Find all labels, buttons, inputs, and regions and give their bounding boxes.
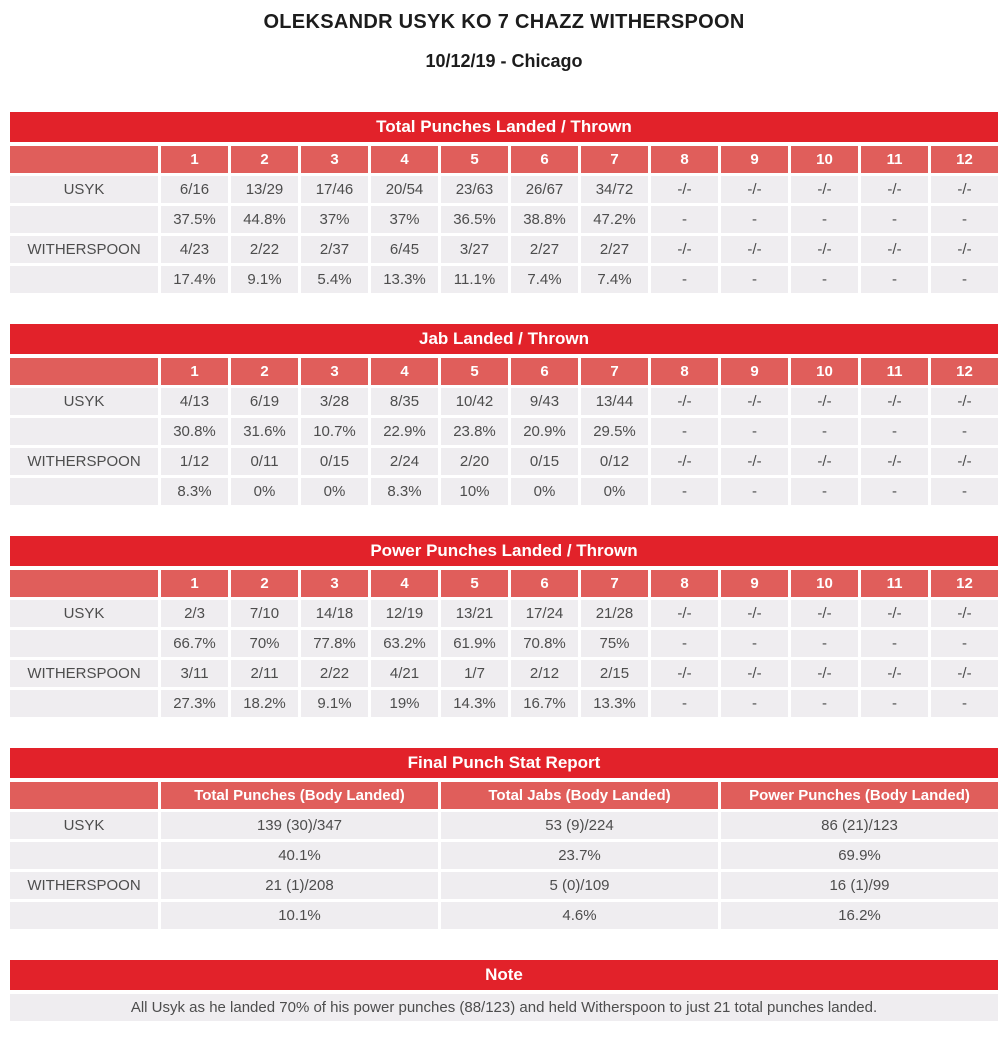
stat-cell: 7/10 [231, 600, 298, 627]
stat-cell: -/- [791, 388, 858, 415]
stat-cell: 18.2% [231, 690, 298, 717]
fighter-name-cell [10, 478, 158, 505]
stat-cell: 31.6% [231, 418, 298, 445]
table-grid [10, 570, 998, 717]
stat-cell: - [651, 690, 718, 717]
table-grid [10, 146, 998, 293]
round-header-cell: 8 [651, 146, 718, 173]
stat-cell: 21 (1)/208 [161, 872, 438, 899]
stat-cell: - [721, 478, 788, 505]
round-header-cell: 7 [581, 358, 648, 385]
stat-cell: - [721, 206, 788, 233]
stat-cell: 66.7% [161, 630, 228, 657]
stat-cell: 2/20 [441, 448, 508, 475]
round-header-cell: 4 [371, 358, 438, 385]
stat-cell: 8.3% [371, 478, 438, 505]
round-table [10, 536, 998, 717]
stat-cell: -/- [651, 600, 718, 627]
round-header-cell: 12 [931, 570, 998, 597]
stat-cell: 19% [371, 690, 438, 717]
stat-cell: - [721, 630, 788, 657]
stat-cell: 2/37 [301, 236, 368, 263]
round-header-cell: 11 [861, 358, 928, 385]
fight-title: OLEKSANDR USYK KO 7 CHAZZ WITHERSPOON [263, 11, 745, 33]
stat-cell: -/- [861, 236, 928, 263]
stat-cell: 70.8% [511, 630, 578, 657]
stat-cell: - [651, 630, 718, 657]
stat-cell: -/- [931, 448, 998, 475]
round-header-cell: 3 [301, 146, 368, 173]
stat-cell: 17/24 [511, 600, 578, 627]
corner-cell [10, 146, 158, 173]
stat-cell: 86 (21)/123 [721, 812, 998, 839]
stat-cell: -/- [651, 388, 718, 415]
round-header-cell: 5 [441, 358, 508, 385]
report-header [0, 0, 1008, 72]
stat-cell: 70% [231, 630, 298, 657]
round-tables-container [0, 112, 1008, 717]
stat-cell: 63.2% [371, 630, 438, 657]
stat-cell: 4.6% [441, 902, 718, 929]
stat-cell: -/- [651, 236, 718, 263]
stat-cell: 16 (1)/99 [721, 872, 998, 899]
fighter-name-cell: USYK [10, 176, 158, 203]
stat-cell: 2/3 [161, 600, 228, 627]
stat-cell: 10% [441, 478, 508, 505]
stat-cell: 29.5% [581, 418, 648, 445]
stat-cell: 38.8% [511, 206, 578, 233]
stat-cell: -/- [721, 448, 788, 475]
stat-cell: 21/28 [581, 600, 648, 627]
stat-cell: 23/63 [441, 176, 508, 203]
round-header-cell: 8 [651, 358, 718, 385]
stat-cell: - [861, 630, 928, 657]
stat-cell: 14.3% [441, 690, 508, 717]
round-header-cell: 9 [721, 358, 788, 385]
round-header-cell: 4 [371, 146, 438, 173]
stat-cell: - [861, 206, 928, 233]
round-header-cell: 5 [441, 146, 508, 173]
stat-cell: 2/12 [511, 660, 578, 687]
round-header-cell: 6 [511, 358, 578, 385]
stat-cell: 6/19 [231, 388, 298, 415]
final-table [10, 748, 998, 929]
round-header-cell: 9 [721, 570, 788, 597]
stat-cell: 9/43 [511, 388, 578, 415]
stat-cell: 11.1% [441, 266, 508, 293]
column-header-cell: Total Jabs (Body Landed) [441, 782, 718, 809]
round-header-cell: 6 [511, 146, 578, 173]
corner-cell [10, 358, 158, 385]
stat-cell: 13/29 [231, 176, 298, 203]
stat-cell: 13.3% [581, 690, 648, 717]
stat-cell: -/- [721, 176, 788, 203]
fighter-name-cell: USYK [10, 600, 158, 627]
stat-cell: - [931, 630, 998, 657]
fighter-name-cell [10, 266, 158, 293]
stat-cell: 40.1% [161, 842, 438, 869]
stat-cell: 20.9% [511, 418, 578, 445]
stat-cell: - [861, 478, 928, 505]
round-header-cell: 10 [791, 570, 858, 597]
round-table [10, 324, 998, 505]
stat-cell: 0% [231, 478, 298, 505]
stat-cell: 2/24 [371, 448, 438, 475]
round-header-cell: 2 [231, 146, 298, 173]
stat-cell: - [861, 266, 928, 293]
round-header-cell: 7 [581, 146, 648, 173]
stat-cell: -/- [931, 176, 998, 203]
stat-cell: - [931, 266, 998, 293]
stat-cell: 12/19 [371, 600, 438, 627]
stat-cell: 0/11 [231, 448, 298, 475]
fighter-name-cell: WITHERSPOON [10, 236, 158, 263]
stat-cell: -/- [721, 600, 788, 627]
round-header-cell: 5 [441, 570, 508, 597]
note-section [10, 960, 998, 1021]
stat-cell: - [651, 206, 718, 233]
stat-cell: -/- [651, 176, 718, 203]
round-header-cell: 2 [231, 358, 298, 385]
stat-cell: 37% [301, 206, 368, 233]
stat-cell: 14/18 [301, 600, 368, 627]
stat-cell: -/- [791, 448, 858, 475]
stat-cell: 0/15 [511, 448, 578, 475]
fighter-name-cell [10, 418, 158, 445]
stat-cell: -/- [931, 660, 998, 687]
note-title: Note [10, 960, 998, 990]
stat-cell: -/- [861, 176, 928, 203]
stat-cell: -/- [651, 660, 718, 687]
stat-cell: -/- [861, 600, 928, 627]
table-title: Total Punches Landed / Thrown [10, 112, 998, 142]
stat-cell: 4/23 [161, 236, 228, 263]
stat-cell: 8/35 [371, 388, 438, 415]
stat-cell: -/- [791, 660, 858, 687]
stat-cell: 37.5% [161, 206, 228, 233]
stat-cell: 22.9% [371, 418, 438, 445]
stat-cell: 3/28 [301, 388, 368, 415]
note-text: All Usyk as he landed 70% of his power punches (88/123) and held Witherspoon to just 21 total punches landed. [10, 994, 998, 1021]
stat-cell: 53 (9)/224 [441, 812, 718, 839]
stat-cell: 30.8% [161, 418, 228, 445]
stat-cell: 0% [301, 478, 368, 505]
round-header-cell: 10 [791, 146, 858, 173]
stat-cell: 34/72 [581, 176, 648, 203]
round-header-cell: 10 [791, 358, 858, 385]
stat-cell: - [791, 478, 858, 505]
stat-cell: 139 (30)/347 [161, 812, 438, 839]
round-header-cell: 3 [301, 358, 368, 385]
stat-cell: - [721, 266, 788, 293]
corner-cell [10, 570, 158, 597]
stat-cell: -/- [791, 176, 858, 203]
stat-cell: 2/11 [231, 660, 298, 687]
stat-cell: - [721, 418, 788, 445]
stat-cell: - [791, 630, 858, 657]
fight-date-location: 10/12/19 - Chicago [425, 51, 583, 71]
stat-cell: 36.5% [441, 206, 508, 233]
stat-cell: 10.7% [301, 418, 368, 445]
stat-cell: - [791, 418, 858, 445]
table-grid [10, 358, 998, 505]
stat-cell: -/- [861, 660, 928, 687]
stat-cell: 6/45 [371, 236, 438, 263]
stat-cell: -/- [721, 236, 788, 263]
table-grid [10, 782, 998, 929]
stat-cell: 5.4% [301, 266, 368, 293]
stat-cell: 6/16 [161, 176, 228, 203]
stat-cell: -/- [931, 236, 998, 263]
stat-cell: 20/54 [371, 176, 438, 203]
fighter-name-cell: WITHERSPOON [10, 660, 158, 687]
stat-cell: 23.8% [441, 418, 508, 445]
stat-cell: - [931, 478, 998, 505]
final-stat-table-container [0, 748, 1008, 929]
fighter-name-cell: WITHERSPOON [10, 448, 158, 475]
stat-cell: 3/11 [161, 660, 228, 687]
stat-cell: -/- [721, 660, 788, 687]
stat-cell: - [931, 206, 998, 233]
stat-cell: 2/22 [301, 660, 368, 687]
round-header-cell: 11 [861, 146, 928, 173]
round-table [10, 112, 998, 293]
stat-cell: - [791, 206, 858, 233]
stat-cell: 9.1% [301, 690, 368, 717]
fighter-name-cell: USYK [10, 812, 158, 839]
fighter-name-cell: WITHERSPOON [10, 872, 158, 899]
round-header-cell: 7 [581, 570, 648, 597]
table-title: Final Punch Stat Report [10, 748, 998, 778]
stat-cell: 17/46 [301, 176, 368, 203]
round-header-cell: 12 [931, 358, 998, 385]
stat-cell: - [861, 418, 928, 445]
stat-cell: 5 (0)/109 [441, 872, 718, 899]
fighter-name-cell [10, 690, 158, 717]
stat-cell: 69.9% [721, 842, 998, 869]
round-header-cell: 12 [931, 146, 998, 173]
round-header-cell: 1 [161, 570, 228, 597]
stat-cell: 16.2% [721, 902, 998, 929]
stat-cell: 0/12 [581, 448, 648, 475]
stat-cell: 44.8% [231, 206, 298, 233]
stat-cell: -/- [931, 388, 998, 415]
stat-cell: 2/27 [511, 236, 578, 263]
fighter-name-cell [10, 902, 158, 929]
stat-cell: - [791, 266, 858, 293]
stat-cell: 17.4% [161, 266, 228, 293]
stat-cell: - [721, 690, 788, 717]
stat-cell: 13/21 [441, 600, 508, 627]
stat-cell: - [931, 418, 998, 445]
stat-cell: - [931, 690, 998, 717]
round-header-cell: 1 [161, 146, 228, 173]
stat-cell: 0/15 [301, 448, 368, 475]
round-header-cell: 6 [511, 570, 578, 597]
fighter-name-cell [10, 630, 158, 657]
stat-cell: 0% [511, 478, 578, 505]
stat-cell: 75% [581, 630, 648, 657]
column-header-cell: Total Punches (Body Landed) [161, 782, 438, 809]
round-header-cell: 4 [371, 570, 438, 597]
round-header-cell: 1 [161, 358, 228, 385]
stat-cell: -/- [931, 600, 998, 627]
fighter-name-cell [10, 842, 158, 869]
stat-cell: 26/67 [511, 176, 578, 203]
stat-cell: - [651, 266, 718, 293]
stat-cell: 1/12 [161, 448, 228, 475]
round-header-cell: 8 [651, 570, 718, 597]
stat-cell: -/- [651, 448, 718, 475]
stat-cell: 23.7% [441, 842, 718, 869]
stat-cell: -/- [861, 388, 928, 415]
stat-cell: 0% [581, 478, 648, 505]
stat-cell: 4/13 [161, 388, 228, 415]
stat-cell: 16.7% [511, 690, 578, 717]
stat-cell: 9.1% [231, 266, 298, 293]
stat-cell: 10/42 [441, 388, 508, 415]
stat-cell: 13.3% [371, 266, 438, 293]
stat-cell: 13/44 [581, 388, 648, 415]
stat-cell: 47.2% [581, 206, 648, 233]
stat-cell: 1/7 [441, 660, 508, 687]
round-header-cell: 2 [231, 570, 298, 597]
stat-cell: -/- [791, 236, 858, 263]
stat-cell: -/- [791, 600, 858, 627]
fighter-name-cell: USYK [10, 388, 158, 415]
corner-cell [10, 782, 158, 809]
stat-cell: 3/27 [441, 236, 508, 263]
stat-cell: 37% [371, 206, 438, 233]
stat-cell: 77.8% [301, 630, 368, 657]
stat-cell: - [861, 690, 928, 717]
stat-cell: 2/22 [231, 236, 298, 263]
stat-cell: 2/15 [581, 660, 648, 687]
stat-cell: - [651, 478, 718, 505]
stat-cell: 27.3% [161, 690, 228, 717]
stat-cell: -/- [861, 448, 928, 475]
round-header-cell: 3 [301, 570, 368, 597]
fighter-name-cell [10, 206, 158, 233]
stat-cell: 2/27 [581, 236, 648, 263]
round-header-cell: 11 [861, 570, 928, 597]
stat-cell: 4/21 [371, 660, 438, 687]
stat-cell: 7.4% [511, 266, 578, 293]
stat-cell: 7.4% [581, 266, 648, 293]
stat-cell: 10.1% [161, 902, 438, 929]
stat-cell: 8.3% [161, 478, 228, 505]
stat-cell: 61.9% [441, 630, 508, 657]
stat-cell: -/- [721, 388, 788, 415]
table-title: Power Punches Landed / Thrown [10, 536, 998, 566]
stat-cell: - [791, 690, 858, 717]
stat-cell: - [651, 418, 718, 445]
column-header-cell: Power Punches (Body Landed) [721, 782, 998, 809]
table-title: Jab Landed / Thrown [10, 324, 998, 354]
round-header-cell: 9 [721, 146, 788, 173]
